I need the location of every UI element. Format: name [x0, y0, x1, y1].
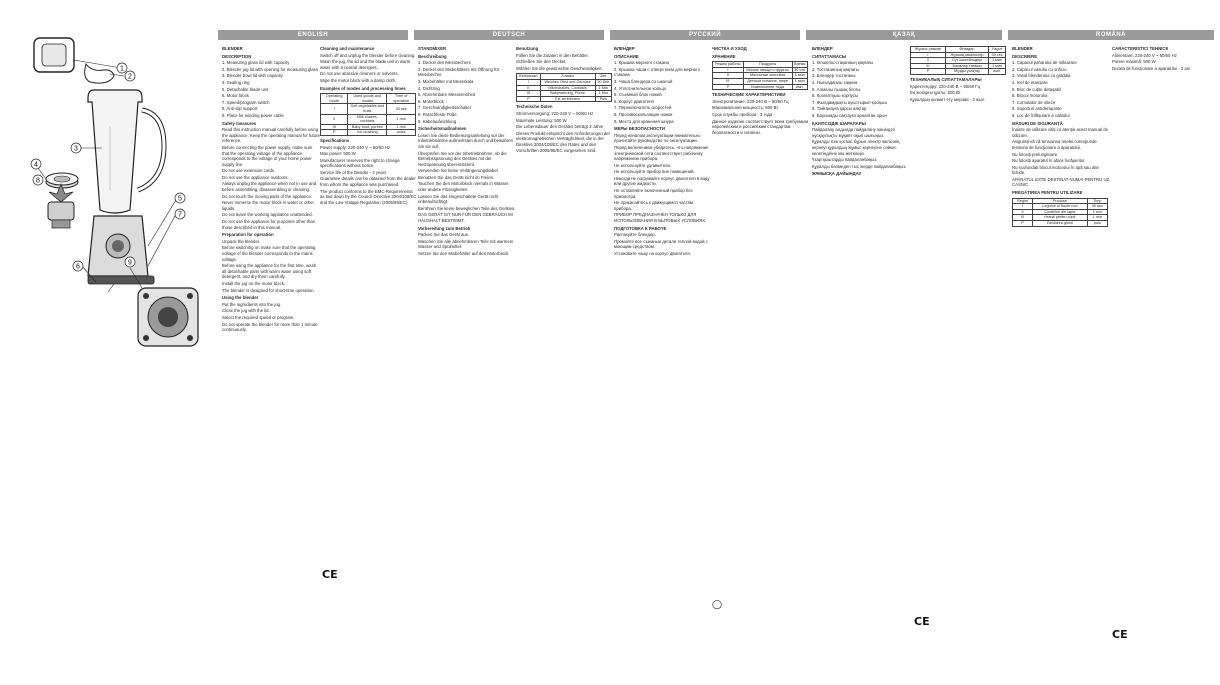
table-header-row [1013, 198, 1108, 204]
russian-column-1 [614, 44, 712, 684]
russian-desc-item: 1. Крышка мерного стакана [614, 60, 669, 66]
romanian-column-1 [1012, 44, 1110, 684]
table-cell: Детское питание, пюре [743, 78, 792, 84]
kazakh-safety-heading: ҚАУІПСІЗДІК ШАРАЛАРЫ [812, 120, 866, 126]
table-cell: pulse [387, 130, 416, 136]
lang-header-kazakh: ҚАЗАҚ [806, 30, 1002, 40]
english-desc-item: 4. Sealing ring [222, 79, 250, 85]
callout-8: 8 [36, 177, 40, 185]
table-cell: Мұзды ұсақтау [945, 69, 988, 75]
table-cell: III [321, 124, 348, 130]
table-cell: Baby food, purees [348, 124, 387, 130]
english-desc-item: 5. Detachable blade unit [222, 86, 269, 92]
table-cell: III [713, 78, 744, 84]
russian-life: Срок службы прибора - 3 года [712, 111, 773, 117]
deutsch-safety-item: Verwenden Sie keine Verlängerungskabel. [418, 168, 499, 174]
kazakh-desc-item: 9. Баусымды сақтауға арналған орын [812, 112, 887, 118]
english-spec-item: Manufacturer reserves the right to change specifications without notice. [320, 157, 400, 169]
deutsch-safety-item: Lassen Sie das eingeschaltete Gerät nicht unbeaufsichtigt. [418, 193, 499, 205]
callout-6: 6 [76, 263, 80, 271]
table-header-row [713, 62, 808, 68]
english-column-1 [222, 44, 320, 684]
deutsch-life: Die Lebensdauer des Gerätes beträgt 3 Jahre [516, 124, 604, 130]
romanian-spec-item: Alimentare: 220-240 V ~ 50/60 Hz [1112, 52, 1177, 58]
english-description-heading: DESCRIPTION [222, 53, 252, 59]
callout-7: 7 [178, 211, 182, 219]
table-cell: I [911, 52, 946, 58]
kazakh-modes-table [910, 46, 1006, 75]
english-storage-item: Switch off and unplug the blender before cleaning. [320, 52, 416, 58]
kazakh-desc-item: 2. Тостағанның қақпағы [812, 66, 859, 72]
romanian-desc-item: 4. Inel de etanșare [1012, 79, 1048, 85]
kazakh-spec-item: Қоректендіру: 220-240 В ~ 50/60 Гц [910, 83, 981, 89]
table-header-cell: Режим работы [713, 62, 744, 68]
english-safety-item: Do not use the appliance outdoors. [222, 174, 289, 180]
motor-block-figure [88, 216, 154, 284]
russian-modes-table [712, 61, 808, 90]
table-cell: 30 sec [1087, 204, 1107, 210]
romanian-modes-table [1012, 198, 1108, 227]
russian-column-2 [712, 44, 810, 684]
blade-unit-figure [48, 184, 74, 228]
romanian-spec-item: Putere maximă: 500 W [1112, 59, 1156, 65]
english-column-2 [320, 44, 418, 684]
english-safety-item: Do not use the appliance for purposes other than those described in this manual. [222, 219, 316, 230]
kazakh-spec-item: Ең жоғарғы қуаты: 500 Вт [910, 90, 961, 96]
certification-mark-icon: ◯ [712, 600, 723, 610]
russian-storage-heading: ХРАНЕНИЕ [712, 53, 736, 59]
english-safety-item: Do not touch the moving parts of the appliance. [222, 193, 313, 199]
deutsch-spec-item: Maximale Leistung: 500 W [516, 117, 567, 123]
lang-header-romanian: ROMÂNĂ [1008, 30, 1214, 40]
table-cell: имп. [792, 84, 808, 90]
table-cell: Eis zerkleinern [540, 96, 595, 102]
romanian-desc-item: 1. Capacul paharului de măsurare [1012, 60, 1077, 66]
kazakh-desc-item: 4. Нығыздағыш сақина [812, 79, 858, 85]
deutsch-desc-item: 2. Deckel des Mixbehälters mit Öffnung für Messbecher [418, 66, 500, 78]
table-cell: Мягкие овощи и фрукты [743, 67, 792, 73]
deutsch-description-heading: Beschreibung [418, 53, 447, 59]
romanian-desc-item: 3. Vasul blenderului cu gradații [1012, 73, 1071, 79]
english-safety-item: Before connecting the power supply, make sure that the operating voltage of the appliance corresponds to the voltage of your home power supply line. [222, 144, 313, 167]
russian-prep-item: Распакуйте блендер. [614, 232, 656, 238]
romanian-safety-item: Asigurați-vă că tensiunea rețelei corespunde tensiunii de funcționare a aparatului. [1012, 139, 1097, 150]
english-use-item: Put the ingredients into the jug. [222, 301, 282, 307]
table-cell: Измельчение льда [743, 84, 792, 90]
english-prep-item: Before using the appliance for the first time, wash all detachable parts with warm water using soft detergent, and dry them carefully. [222, 263, 317, 280]
romanian-prep-heading: PREGĂTIREA PENTRU UTILIZARE [1012, 190, 1083, 196]
deutsch-modes-table [516, 73, 612, 102]
english-use-item: Select the required speed or program. [222, 314, 295, 320]
english-prep-item: The blender is designed for short-time operation. [222, 287, 315, 293]
deutsch-prep-item: Setzen Sie den Mixbehälter auf den Motorblock. [418, 251, 510, 256]
romanian-desc-item: 6. Blocul motorului [1012, 93, 1048, 99]
lang-header-deutsch: DEUTSCH [414, 30, 604, 40]
russian-safety-item: Перед включением убедитесь, что напряжение электрической сети соответствует рабочему напряжению прибора. [614, 144, 709, 162]
table-cell: Legume și fructe moi [1033, 204, 1088, 210]
kazakh-desc-item: 6. Қозғалтқыш корпусы [812, 93, 859, 99]
english-safety-heading: Safety measures [222, 120, 257, 126]
table-cell: Weiches Obst und Gemüse [540, 79, 595, 85]
deutsch-conformity: Dieses Produkt entspricht den Anforderungen der elektromagnetischen Verträglichkeit, die in der Direktive 2004/108/EC des Rates und den Vorschriften 2006/95/EC vorgesehen sind. [516, 130, 611, 153]
russian-desc-item: 4. Уплотнительное кольцо [614, 85, 667, 91]
table-cell: II [1013, 209, 1033, 215]
russian-safety-item: Не оставляйте включенный прибор без присмотра. [614, 188, 693, 199]
english-storage-heading: Cleaning and maintenance [320, 46, 375, 51]
table-cell: 1 мин [989, 63, 1006, 69]
ce-mark-icon: CE [914, 615, 930, 628]
russian-prep-item: Установите чашу на корпус двигателя. [614, 251, 691, 256]
english-safety-item: Never immerse the motor block in water or other liquids. [222, 200, 314, 211]
table-cell: I [517, 79, 541, 85]
deutsch-safety-item: Berühren Sie keine beweglichen Teile des Gerätes. [418, 205, 516, 211]
english-desc-item: 3. Blender bowl lid with capacity [222, 73, 283, 79]
russian-safety-item: Не прикасайтесь к движущимся частям прибора. [614, 200, 693, 211]
deutsch-prep-heading: Vorbereitung zum Betrieb [418, 225, 471, 231]
english-spec-item: Power supply: 220-240 V ~ 50/60 Hz [320, 144, 391, 150]
callout-1: 1 [120, 65, 124, 73]
table-cell: 1 Min [595, 91, 611, 97]
russian-description-heading: ОПИСАНИЕ [614, 53, 639, 59]
table-cell: 1 min [1087, 215, 1107, 221]
russian-spec-heading: ТЕХНИЧЕСКИЕ ХАРАКТЕРИСТИКИ [712, 92, 786, 98]
english-storage-item: Wash the jug, the lid and the blade unit in warm water with a neutral detergent. [320, 59, 411, 70]
table-cell: I [713, 67, 744, 73]
table-header-cell: Zutaten [540, 74, 595, 80]
russian-spec-item: Электропитание: 220-240 В ~ 50/60 Гц [712, 98, 789, 104]
russian-safety-heading: МЕРЫ БЕЗОПАСНОСТИ [614, 126, 665, 132]
russian-safety-item: Перед началом эксплуатации внимательно прочитайте руководство по эксплуатации. [614, 132, 701, 144]
table-header-row [321, 94, 416, 104]
table-row [911, 69, 1006, 75]
kazakh-column-1 [812, 44, 910, 684]
table-row [1013, 221, 1108, 227]
deutsch-desc-item: 9. Kabelaufwicklung [418, 118, 457, 124]
kazakh-prep-heading: ЖҰМЫСҚА ДАЙЫНДАУ [812, 171, 862, 177]
english-use-item: Do not operate the blender for more than 1 minute continuously. [222, 321, 318, 333]
ce-mark-icon: CE [322, 568, 338, 581]
russian-safety-item: Не используйте удлинители. [614, 162, 672, 168]
deutsch-title: STANDMIXER [418, 46, 447, 51]
table-cell: III [517, 91, 541, 97]
kazakh-safety-item: Құралды бөлмеден тыс жерде пайдаланбаңыз. [812, 163, 907, 169]
table-cell: I [1013, 204, 1033, 210]
kazakh-desc-item: 1. Өлшегіш стақанның қақпағы [812, 60, 874, 66]
english-modes-table [320, 93, 416, 136]
deutsch-desc-item: 7. Geschwindigkeitsschalter [418, 105, 472, 111]
table-header-cell: Used goods and modes [348, 94, 387, 104]
deutsch-desc-item: 1. Deckel des Messbechers [418, 60, 471, 66]
russian-title: БЛЕНДЕР [614, 46, 635, 51]
romanian-desc-item: 2. Capacul vasului cu orificiu [1012, 66, 1067, 72]
callout-9: 9 [128, 259, 132, 267]
english-use-heading: Using the blender [222, 295, 259, 301]
russian-safety-item: Никогда не погружайте корпус двигателя в воду или другие жидкости. [614, 175, 710, 187]
english-prep-heading: Preparation for operation [222, 232, 274, 238]
kazakh-description-heading: СИПАТТАМАСЫ [812, 53, 847, 59]
deutsch-desc-item: 3. Mixbehälter mit Messskala [418, 78, 474, 84]
table-header-cell: Уақыт [989, 47, 1006, 53]
table-cell: 30 Sek [595, 79, 611, 85]
table-cell: P [911, 69, 946, 75]
deutsch-desc-item: 6. Motorblock [418, 98, 444, 104]
deutsch-safety-heading: Sicherheitsmaßnahmen [418, 126, 467, 132]
english-prep-item: Before switching on make sure that the operating voltage of the blender corresponds to the mains voltage. [222, 245, 316, 262]
english-prep-item: Install the jug on the motor block. [222, 280, 286, 286]
romanian-safety-item: Nu folosiți aparatul în afara încăperilor. [1012, 158, 1086, 164]
table-cell: P [517, 96, 541, 102]
table-cell: 1 мин [989, 58, 1006, 64]
deutsch-desc-item: 5. Abnehmbare Messereinheit [418, 92, 476, 98]
english-safety-item: Read this instruction manual carefully before using the appliance. Keep the operating manual for future reference. [222, 127, 320, 144]
romanian-safety-heading: MĂSURI DE SIGURANȚĂ [1012, 120, 1063, 126]
table-cell: puls [1087, 221, 1107, 227]
table-cell: II [713, 73, 744, 79]
english-safety-item: Do not leave the working appliance unattended. [222, 212, 313, 218]
callout-2: 2 [128, 73, 132, 81]
table-cell: 30 сек [989, 52, 1006, 58]
romanian-desc-item: 9. Loc de înfășurare a cablului [1012, 112, 1070, 118]
english-safety-item: Always unplug the appliance when not in use and before assembling, disassembling or cleaning. [222, 181, 317, 193]
deutsch-column-1 [418, 44, 516, 684]
romanian-spec-heading: CARACTERISTICI TEHNICE [1112, 46, 1169, 51]
table-row [713, 84, 808, 90]
romanian-title: BLENDER [1012, 46, 1033, 51]
russian-spec-item: Максимальная мощность: 500 Вт [712, 105, 779, 111]
table-header-cell: Betriebsart [517, 74, 541, 80]
deutsch-use-item: Schließen Sie den Deckel. [516, 59, 567, 65]
table-header-cell: Operating mode [321, 94, 348, 104]
english-desc-item: 9. Place for winding power cable [222, 112, 284, 118]
table-cell: Milchshakes, Cocktails [540, 85, 595, 91]
table-header-cell: Zeit [595, 74, 611, 80]
english-guarantee: Guarantee details can be obtained from the dealer from whom the appliance was purchased. [320, 176, 416, 188]
table-cell: II [517, 85, 541, 91]
table-cell: Cocteiluri din lapte [1033, 209, 1088, 215]
deutsch-safety-item: DAS GERÄT IST NUR FÜR DEN GEBRAUCH IM HAUSHALT BESTIMMT. [418, 212, 513, 224]
deutsch-spec-heading: Technische Daten [516, 104, 553, 110]
russian-desc-item: 5. Съемный блок ножей [614, 92, 662, 98]
kazakh-safety-item: Ұзартқыштарды пайдаланбаңыз. [812, 157, 878, 163]
english-conformity: The product conforms to the EMC-Requirements as laid down by the Council Directive 2004/108/EC and the Low Voltage Regulation (2006/95/EC). [320, 188, 417, 205]
russian-prep-heading: ПОДГОТОВКА К РАБОТЕ [614, 225, 667, 231]
deutsch-use-item: Füllen Sie die Zutaten in den Behälter. [516, 52, 589, 58]
romanian-desc-item: 8. Suporturi antiderapante [1012, 106, 1062, 112]
table-cell: III [911, 63, 946, 69]
table-cell: P [321, 130, 348, 136]
table-header-cell: Өнімдер [945, 47, 988, 53]
english-spec-heading: Specifications [320, 137, 350, 143]
lang-header-russian: РУССКИЙ [610, 30, 800, 40]
deutsch-safety-item: Lesen Sie diese Bedienungsanleitung vor der Inbetriebnahme aufmerksam durch und bewahren Sie sie auf. [418, 132, 514, 149]
english-desc-item: 7. Speed/program switch [222, 99, 270, 105]
blender-jug-figure [88, 90, 164, 213]
english-storage-item: Wipe the motor block with a damp cloth. [320, 77, 397, 83]
english-use-item: Close the jug with the lid. [222, 308, 270, 314]
english-prep-item: Unpack the blender. [222, 238, 261, 244]
russian-desc-item: 3. Чаша блендера со шкалой [614, 78, 673, 84]
romanian-desc-item: 7. Comutator de viteze [1012, 99, 1056, 105]
english-safety-item: Do not use extension cords. [222, 168, 276, 174]
callout-4: 4 [34, 161, 38, 169]
table-header-cell: Время [792, 62, 808, 68]
russian-desc-item: 9. Место для хранения шнура [614, 118, 674, 124]
table-cell: Puls [595, 96, 611, 102]
table-cell: Жұмсақ көкөністер [945, 52, 988, 58]
table-row [321, 130, 416, 136]
blender-illustration [6, 30, 208, 670]
romanian-safety-item: Înainte de utilizare citiți cu atenție acest manual de utilizare. [1012, 127, 1109, 138]
english-storage-item: Do not use abrasive cleaners or solvents. [320, 71, 399, 77]
table-cell: Milk shakes, cocktails [348, 114, 387, 124]
measuring-cup-lid-figure [34, 38, 114, 83]
table-cell: III [1013, 215, 1033, 221]
table-header-cell: Produse [1033, 198, 1088, 204]
kazakh-safety-item: Құралды іске қоспас бұрын электр желісінің кернеуі құралдың жұмыс кернеуіне сәйкес келетіндігіне көз жеткізіңіз. [812, 139, 900, 156]
deutsch-use-item: Wählen Sie die gewünschte Geschwindigkeit. [516, 65, 603, 71]
table-cell: 30 sec [387, 104, 416, 114]
deutsch-safety-item: Überprüfen Sie vor der Inbetriebnahme, ob die Betriebsspannung des Gerätes mit der Netzspannung übereinstimmt. [418, 150, 507, 167]
table-cell: 1 min [1087, 209, 1107, 215]
kazakh-desc-item: 3. Блендер тостағаны [812, 73, 856, 79]
russian-clean-heading: ЧИСТКА И УХОД [712, 46, 747, 51]
kazakh-column-2 [910, 44, 1008, 684]
english-desc-item: 2. Blender jug lid with opening for measuring glass [222, 66, 319, 72]
kazakh-desc-item: 8. Тайғанауға қарсы аяқтар [812, 106, 867, 112]
english-desc-item: 1. Measuring glass lid with capacity [222, 60, 290, 66]
romanian-safety-item: Nu folosiți prelungitoare. [1012, 151, 1059, 157]
romanian-safety-item: Nu scufundați blocul motorului în apă sau alte lichide. [1012, 164, 1099, 176]
table-row [321, 114, 416, 124]
romanian-description-heading: DESCRIERE [1012, 53, 1038, 59]
table-cell: I [321, 104, 348, 114]
english-desc-item: 8. Anti-slip support [222, 106, 258, 112]
english-desc-item: 6. Motor block [222, 93, 249, 99]
russian-desc-item: 8. Противоскользящие ножки [614, 111, 673, 117]
table-row [321, 124, 416, 130]
deutsch-prep-item: Waschen Sie alle abnehmbaren Teile mit warmem Wasser und Spülmittel. [418, 238, 514, 250]
table-cell: II [321, 114, 348, 124]
russian-desc-item: 7. Переключатель скоростей [614, 105, 672, 111]
table-cell: 30 сек [792, 67, 808, 73]
table-cell: 1 мин [792, 73, 808, 79]
table-cell: Ice crushing [348, 130, 387, 136]
table-cell: P [713, 84, 744, 90]
romanian-column-2 [1112, 44, 1212, 684]
deutsch-safety-item: Tauchen Sie den Motorblock niemals in Wasser oder andere Flüssigkeiten. [418, 181, 509, 193]
ce-mark-icon: CE [1112, 628, 1128, 641]
russian-safety-item: Не используйте прибор вне помещений. [614, 169, 695, 175]
table-cell: P [1013, 221, 1033, 227]
deutsch-desc-item: 4. Dichtring [418, 85, 440, 91]
deutsch-column-2 [516, 44, 614, 684]
table-cell: 1 min [387, 124, 416, 130]
deutsch-desc-item: 8. Rutschfeste Füße [418, 111, 457, 117]
base-bottom-view-figure [138, 288, 198, 346]
deutsch-use-heading: Benutzung [516, 46, 539, 51]
table-header-cell: Продукты [743, 62, 792, 68]
table-header-cell: Timp [1087, 198, 1107, 204]
table-cell: Hrană pentru copii [1033, 215, 1088, 221]
english-title: BLENDER [222, 46, 243, 51]
kazakh-desc-item: 5. Алмалы пышақ блогы [812, 86, 861, 92]
kazakh-desc-item: 7. Жылдамдықты ауыстырып-қосқыш [812, 99, 887, 105]
table-cell: имп. [989, 69, 1006, 75]
russian-prep-item: Промойте все съемные детали теплой водой с моющим средством. [614, 238, 708, 250]
callout-5: 5 [178, 195, 182, 203]
kazakh-spec-heading: ТЕХНИКАЛЫҚ СИПАТТАМАЛАРЫ [910, 76, 982, 82]
romanian-life: Durata de funcționare a aparatului - 3 ani [1112, 65, 1191, 71]
russian-safety-item: ПРИБОР ПРЕДНАЗНАЧЕН ТОЛЬКО ДЛЯ ИСПОЛЬЗОВАНИЯ В БЫТОВЫХ УСЛОВИЯХ. [614, 212, 707, 224]
table-cell: Сүт коктейльдері [945, 58, 988, 64]
table-cell: II [911, 58, 946, 64]
deutsch-prep-item: Packen Sie das Gerät aus. [418, 232, 470, 238]
kazakh-safety-item: Пайдалану алдында пайдалану жөніндегі нұсқаулықты мұқият оқып шығыңыз. [812, 127, 896, 138]
callout-3: 3 [74, 145, 78, 153]
russian-desc-item: 2. Крышка чаши с отверстием для мерного стакана [614, 66, 701, 78]
kazakh-life: Құралдың қызмет ету мерзімі - 3 жыл [910, 96, 985, 102]
lang-header-english: ENGLISH [218, 30, 408, 40]
table-header-cell: Regim [1013, 198, 1033, 204]
table-header-cell: Жұмыс режимі [911, 47, 946, 53]
english-life: Service life of the blender - 3 years [320, 169, 387, 175]
table-cell: 1 min [387, 114, 416, 124]
russian-conformity: Данное изделие соответствует всем требуемым европейским и российским стандартам безопасности и гигиены. [712, 118, 809, 135]
table-cell: Zdrobirea gheții [1033, 221, 1088, 227]
table-cell: Soft vegetables and fruits [348, 104, 387, 114]
english-table-heading: Examples of modes and processing times [320, 85, 406, 91]
table-row [321, 104, 416, 114]
deutsch-spec-item: Stromversorgung: 220-240 V ~ 50/60 Hz [516, 110, 594, 116]
table-row [517, 96, 612, 102]
kazakh-title: БЛЕНДЕР [812, 46, 833, 51]
table-header-cell: Time of operation [387, 94, 416, 104]
deutsch-safety-item: Benutzen Sie das Gerät nicht im Freien. [418, 174, 495, 180]
table-cell: Babynahrung, Püree [540, 91, 595, 97]
table-cell: 1 мин [792, 78, 808, 84]
table-cell: Балалар тағамы [945, 63, 988, 69]
romanian-desc-item: 5. Bloc de cuțite detașabil [1012, 86, 1061, 92]
table-cell: 1 Min [595, 85, 611, 91]
english-spec-item: Max power: 500 W [320, 151, 356, 157]
romanian-safety-item: APARATUL ESTE DESTINAT NUMAI PENTRU UZ CASNIC. [1012, 176, 1110, 188]
russian-desc-item: 6. Корпус двигателя [614, 98, 654, 104]
table-cell: Молочные коктейли [743, 73, 792, 79]
